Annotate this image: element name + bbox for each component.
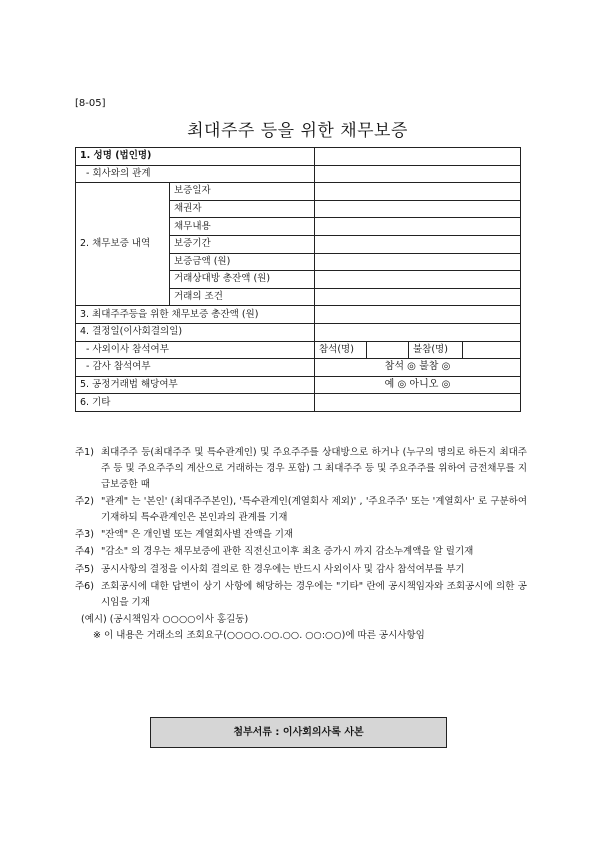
name-label: 1. 성명 (법인명) (76, 148, 315, 166)
note-item (75, 445, 527, 492)
guarantee-value-cell[interactable] (315, 218, 521, 236)
row-auditor (76, 359, 521, 377)
note-item (75, 544, 527, 560)
note-text: "관계" 는 '본인' (최대주주본인), '특수관계인(계열회사 제외)' , '주요주주' 또는 '계열회사' 로 구분하여 기재하되 특수관계인은 본인과의 관계를 기재 (101, 495, 527, 523)
note-text: 최대주주 등(최대주주 및 특수관계인) 및 주요주주를 상대방으로 하거나 (누구의 명의로 하든지 최대주주 등 및 주요주주의 계산으로 거래하는 경우 포함) 그 최대주주 등 및 주요주주를 위하여 금전채무를 지급보증한 때 (101, 447, 527, 490)
row-relation (76, 165, 521, 183)
attend-value-cell[interactable] (367, 341, 409, 359)
note-text: "잔액" 은 개인별 또는 계열회사별 잔액을 기재 (101, 528, 294, 540)
note-item (75, 527, 527, 543)
guarantee-value-cell[interactable] (315, 235, 521, 253)
decision-value-cell[interactable] (315, 323, 521, 341)
row-name (76, 148, 521, 166)
note-label: 주3) (75, 528, 94, 540)
guarantee-value-cell[interactable] (315, 183, 521, 201)
absent-value-cell[interactable] (463, 341, 521, 359)
guarantee-item: 보증금액 (원) (170, 253, 315, 271)
fair-trade-label: 5. 공정거래법 해당여부 (76, 376, 315, 394)
total-value-cell[interactable] (315, 306, 521, 324)
other-label: 6. 기타 (76, 394, 315, 412)
row-outside-directors (76, 341, 521, 359)
note-text: 공시사항의 결정을 이사회 결의로 한 경우에는 반드시 사외이사 및 감사 참석여부를 부기 (101, 563, 465, 575)
note-label: 주1) (75, 447, 94, 458)
note-item (75, 579, 527, 611)
note-label: 주4) (75, 546, 94, 558)
attachment-box: 첨부서류 : 이사회의사록 사본 (150, 717, 447, 748)
page-title: 최대주주 등을 위한 채무보증 (187, 121, 408, 141)
note-label: 주2) (75, 495, 94, 507)
row-decision (76, 323, 521, 341)
relation-value-cell[interactable] (315, 165, 521, 183)
form-code: [8-05] (75, 98, 106, 109)
note-label: 주6) (75, 580, 94, 592)
fair-trade-options[interactable]: 예 ◎ 아니오 ◎ (315, 376, 521, 394)
guarantee-item: 거래상대방 총잔액 (원) (170, 271, 315, 289)
guarantee-item: 채권자 (170, 200, 315, 218)
auditor-options[interactable]: 참석 ◎ 불참 ◎ (315, 359, 521, 377)
example-line: (예시) (공시책임자 ○○○○이사 홍길동) (81, 614, 249, 626)
other-value-cell[interactable] (315, 394, 521, 412)
outside-directors-label: - 사외이사 참석여부 (76, 341, 315, 359)
guarantee-item: 거래의 조건 (170, 288, 315, 306)
note-text: 조회공시에 대한 답변이 상기 사항에 해당하는 경우에는 "기타" 란에 공시책임자와 조회공시에 의한 공시임을 기재 (101, 580, 527, 608)
guarantee-value-cell[interactable] (315, 288, 521, 306)
notes-section (75, 445, 527, 644)
guarantee-value-cell[interactable] (315, 253, 521, 271)
reference-line: ※ 이 내용은 거래소의 조회요구(○○○○.○○.○○. ○○:○○)에 따른 공시사항임 (93, 630, 425, 642)
disclosure-form-table (75, 147, 521, 412)
guarantee-item: 보증일자 (170, 183, 315, 201)
decision-label: 4. 결정일(이사회결의일) (76, 323, 315, 341)
relation-label: - 회사와의 관계 (76, 165, 315, 183)
total-label: 3. 최대주주등을 위한 채무보증 총잔액 (원) (76, 306, 315, 324)
note-label: 주5) (75, 563, 94, 575)
auditor-label: - 감사 참석여부 (76, 359, 315, 377)
row-guarantee-1 (76, 183, 521, 201)
guarantee-item: 채무내용 (170, 218, 315, 236)
guarantee-value-cell[interactable] (315, 271, 521, 289)
guarantee-item: 보증기간 (170, 235, 315, 253)
note-item (75, 494, 527, 526)
row-total (76, 306, 521, 324)
name-value-cell[interactable] (315, 148, 521, 166)
note-text: "감소" 의 경우는 채무보증에 관한 직전신고이후 최초 증가시 까지 감소누계액을 알 릴기재 (101, 546, 474, 558)
row-fair-trade (76, 376, 521, 394)
row-other (76, 394, 521, 412)
guarantee-value-cell[interactable] (315, 200, 521, 218)
guarantee-label: 2. 채무보증 내역 (76, 183, 170, 306)
attend-label: 참석(명) (315, 341, 367, 359)
note-item (75, 562, 527, 578)
absent-label: 불참(명) (409, 341, 463, 359)
